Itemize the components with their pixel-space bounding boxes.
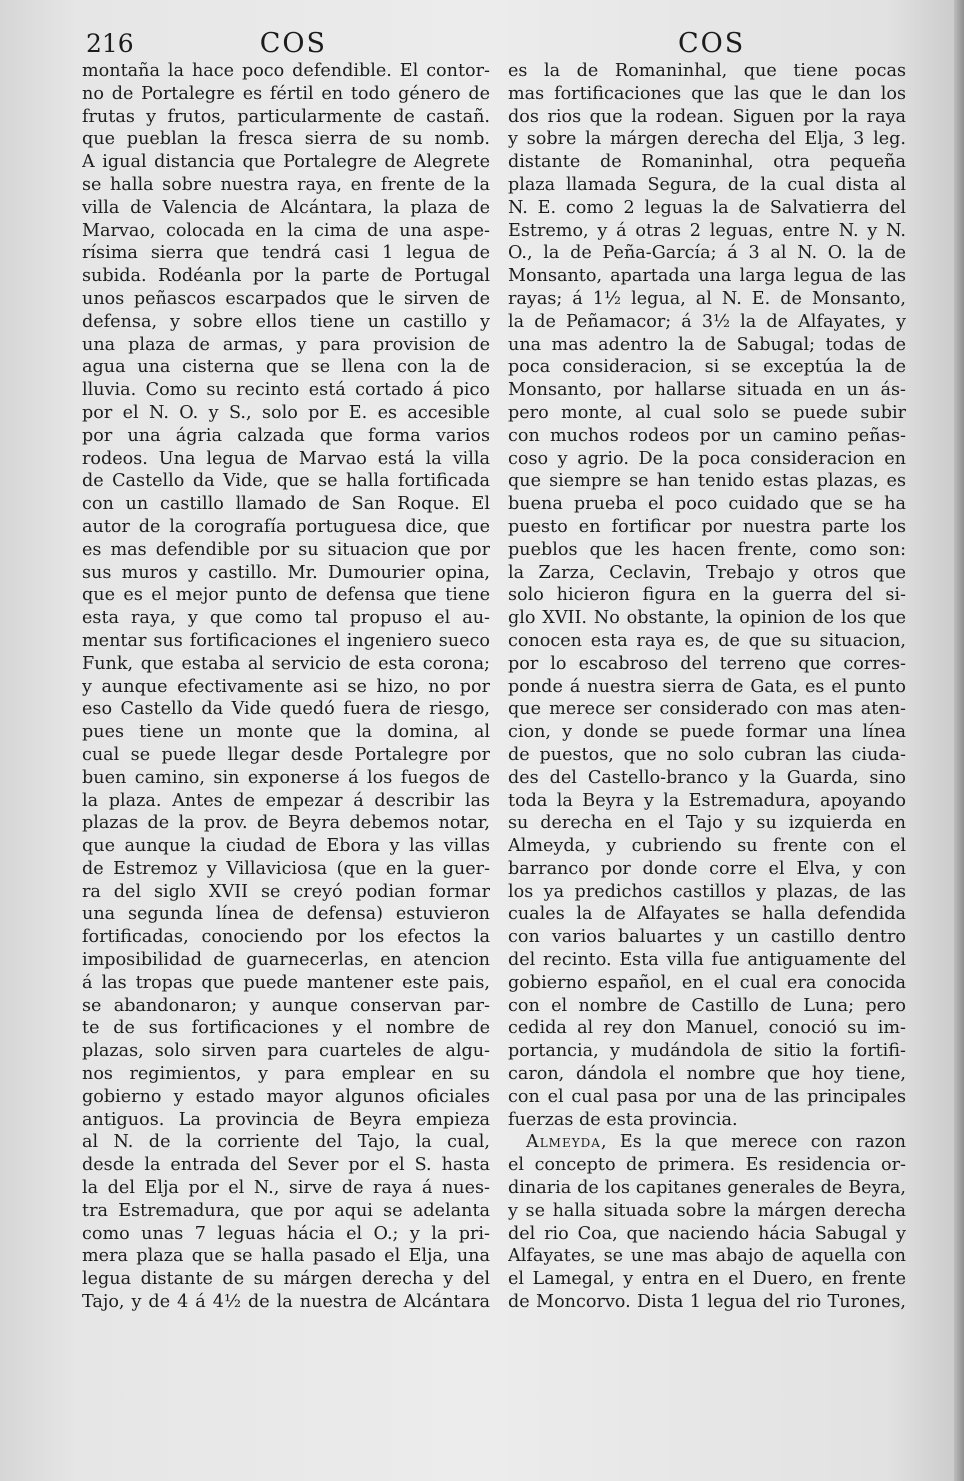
text-line: ra del siglo XVII se creyó podian formar <box>82 881 490 902</box>
text-line: con un castillo llamado de San Roque. El <box>82 494 490 515</box>
text-line: fortificadas, conociendo por los efectos la <box>82 927 490 948</box>
text-line: la de Peñamacor; á 3½ la de Alfayates, y <box>508 311 906 332</box>
left-running-head: COS <box>259 28 328 59</box>
text-line: subida. Rodéanla por la parte de Portugal <box>82 266 490 287</box>
text-line: glo XVII. No obstante, la opinion de los que <box>508 608 906 629</box>
text-line: el Lamegal, y entra en el Duero, en frente <box>508 1269 906 1290</box>
text-line: esta raya, y que como tal propuso el au- <box>82 608 490 629</box>
text-line: tra Estremadura, que por aqui se adelanta <box>82 1200 490 1221</box>
text-line: montaña la hace poco defendible. El contor- <box>82 61 490 81</box>
text-line: al N. de la corriente del Tajo, la cual, <box>82 1132 490 1153</box>
text-line: cion, y donde se puede formar una línea <box>508 722 906 743</box>
text-line: mas fortificaciones que las que le dan los <box>508 83 906 104</box>
text-line: puesto en fortificar por nuestra parte los <box>508 516 906 537</box>
text-line: Monsanto, apartada una larga legua de las <box>508 266 906 287</box>
text-line: des del Castello-branco y la Guarda, sino <box>508 767 906 788</box>
text-line: nos regimientos, y para emplear en su <box>82 1064 490 1085</box>
text-line: una segunda línea de defensa) estuvieron <box>82 904 490 925</box>
text-line: con muchos rodeos por un camino peñas- <box>508 425 906 446</box>
text-line: es la de Romaninhal, que tiene pocas <box>508 61 906 81</box>
text-line: buen camino, sin exponerse á los fuegos de <box>82 767 490 788</box>
text-line: una mas adentro la de Sabugal; todas de <box>508 334 906 355</box>
text-line: su derecha en el Tajo y su izquierda en <box>508 813 906 834</box>
text-line: que siempre se han tenido estas plazas, es <box>508 471 906 492</box>
text-line: sus muros y castillo. Mr. Dumourier opina, <box>82 562 490 583</box>
text-line: N. E. como 2 leguas la de Salvatierra del <box>508 197 906 218</box>
text-line: frutas y frutos, particularmente de castañ. <box>82 106 490 127</box>
text-line: rayas; á 1½ legua, al N. E. de Monsanto, <box>508 288 906 309</box>
text-line: poca consideracion, si se exceptúa la de <box>508 357 906 378</box>
text-line: desde la entrada del Sever por el S. hasta <box>82 1155 490 1176</box>
text-line: Monsanto, por hallarse situada en un ás- <box>508 380 906 401</box>
text-line: por lo escabroso del terreno que corres- <box>508 653 906 674</box>
text-line: del rio Coa, que naciendo hácia Sabugal y <box>508 1223 906 1244</box>
text-line: pueblos que les hacen frente, como son: <box>508 539 906 560</box>
text-line: solo hicieron figura en la guerra del si- <box>508 585 906 606</box>
text-line: imposibilidad de guarnecerlas, en atencion <box>82 950 490 971</box>
text-line: no de Portalegre es fértil en todo género de <box>82 83 490 104</box>
text-line: Alfayates, se une mas abajo de aquella con <box>508 1246 906 1267</box>
text-line: te de sus fortificaciones y el nombre de <box>82 1018 490 1039</box>
text-line: unos peñascos escarpados que le sirven de <box>82 288 490 309</box>
text-line: á las tropas que puede mantener este pais, <box>82 972 490 993</box>
text-line: que es el mejor punto de defensa que tiene <box>82 585 490 606</box>
text-line: con varios baluartes y un castillo dentro <box>508 927 906 948</box>
entry-first-line-text: , Es la que merece con razon <box>600 1132 906 1153</box>
text-line: plaza llamada Segura, de la cual dista al <box>508 174 906 195</box>
text-line: con el cual pasa por una de las principales <box>508 1086 906 1107</box>
text-line: gobierno y estado mayor algunos oficiales <box>82 1086 490 1107</box>
text-line: mentar sus fortificaciones el ingeniero sueco <box>82 630 490 651</box>
text-line: dinaria de los capitanes generales de Beyra, <box>508 1178 906 1199</box>
almeyda-entry-first-line <box>508 1131 906 1154</box>
text-line: de Moncorvo. Dista 1 legua del rio Turones, <box>508 1292 906 1313</box>
text-line: que pueblan la fresca sierra de su nomb. <box>82 129 490 150</box>
almeyda-entry-body <box>508 1154 906 1314</box>
text-line: que aunque la ciudad de Ebora y las villas <box>82 836 490 857</box>
text-line: los ya predichos castillos y plazas, de las <box>508 881 906 902</box>
text-line: rodeos. Una legua de Marvao está la villa <box>82 448 490 469</box>
text-line: portancia, y mudándola de sitio la fortifi- <box>508 1041 906 1062</box>
text-line: cual se puede llegar desde Portalegre por <box>82 744 490 765</box>
text-line: dos rios que la rodean. Siguen por la raya <box>508 106 906 127</box>
text-line: legua distante de su márgen derecha y del <box>82 1269 490 1290</box>
text-line: lluvia. Como su recinto está cortado á pico <box>82 380 490 401</box>
right-text-column <box>508 60 906 1314</box>
text-line: Estremo, y á otras 2 leguas, entre N. y N. <box>508 220 906 241</box>
text-line: cedida al rey don Manuel, conoció su im- <box>508 1018 906 1039</box>
text-line: A igual distancia que Portalegre de Alegrete <box>82 152 490 173</box>
text-line: el concepto de primera. Es residencia or- <box>508 1155 906 1176</box>
text-line: eso Castello da Vide quedó fuera de riesgo, <box>82 699 490 720</box>
text-line: y sobre la márgen derecha del Elja, 3 leg. <box>508 129 906 150</box>
text-line: plazas, solo sirven para cuarteles de algu- <box>82 1041 490 1062</box>
text-line: la del Elja por el N., sirve de raya á nues- <box>82 1178 490 1199</box>
text-line: una plaza de armas, y para provision de <box>82 334 490 355</box>
text-line: O., la de Peña-García; á 3 al N. O. la de <box>508 243 906 264</box>
text-line: rísima sierra que tendrá casi 1 legua de <box>82 243 490 264</box>
text-line: cuales la de Alfayates se halla defendida <box>508 904 906 925</box>
text-line: Almeyda, y cubriendo su frente con el <box>508 836 906 857</box>
text-line: mera plaza que se halla pasado el Elja, una <box>82 1246 490 1267</box>
text-line: toda la Beyra y la Estremadura, apoyando <box>508 790 906 811</box>
text-line: buena prueba el poco cuidado que se ha <box>508 494 906 515</box>
left-text-column <box>82 60 490 1314</box>
text-line: plazas de la prov. de Beyra debemos notar, <box>82 813 490 834</box>
book-spine-shadow <box>954 0 964 1481</box>
text-line: pero monte, al cual solo se puede subir <box>508 402 906 423</box>
text-line: con el nombre de Castillo de Luna; pero <box>508 995 906 1016</box>
almeyda-entry <box>508 1131 906 1313</box>
text-line: ponde á nuestra sierra de Gata, es el punto <box>508 676 906 697</box>
text-line: defensa, y sobre ellos tiene un castillo y <box>82 311 490 332</box>
text-line: de Castello da Vide, que se halla fortificada <box>82 471 490 492</box>
text-line: por una ágria calzada que forma varios <box>82 425 490 446</box>
text-line: de Estremoz y Villaviciosa (que en la guer- <box>82 858 490 879</box>
text-line: es mas defendible por su situacion que por <box>82 539 490 560</box>
text-line: por el N. O. y S., solo por E. es accesible <box>82 402 490 423</box>
text-line: caron, dándola el nombre que hoy tiene, <box>508 1064 906 1085</box>
text-line: la plaza. Antes de empezar á describir las <box>82 790 490 811</box>
text-line: barranco por donde corre el Elva, y con <box>508 858 906 879</box>
text-line: conocen esta raya es, de que su situacion, <box>508 630 906 651</box>
text-line: la Zarza, Ceclavin, Trebajo y otros que <box>508 562 906 583</box>
text-line: se halla sobre nuestra raya, en frente de la <box>82 174 490 195</box>
text-line: pues tiene un monte que la domina, al <box>82 722 490 743</box>
text-line: Funk, que estaba al servicio de esta corona; <box>82 653 490 674</box>
text-line: del recinto. Esta villa fue antiguamente del <box>508 950 906 971</box>
text-line: como unas 7 leguas hácia el O.; y la pri- <box>82 1223 490 1244</box>
text-line: villa de Valencia de Alcántara, la plaza de <box>82 197 490 218</box>
text-line: se abandonaron; y aunque conservan par- <box>82 995 490 1016</box>
entry-headword: Almeyda <box>526 1132 601 1153</box>
text-line: gobierno español, en el cual era conocida <box>508 972 906 993</box>
text-line: Tajo, y de 4 á 4½ de la nuestra de Alcántara <box>82 1292 490 1313</box>
right-running-head: COS <box>678 28 746 59</box>
page-number: 216 <box>86 29 134 58</box>
text-line: antiguos. La provincia de Beyra empieza <box>82 1109 490 1130</box>
text-line: autor de la corografía portuguesa dice, que <box>82 516 490 537</box>
text-line: fuerzas de esta provincia. <box>508 1109 738 1130</box>
text-line: de puestos, que no solo cubran las ciuda- <box>508 744 906 765</box>
text-line: y se halla situada sobre la márgen derecha <box>508 1200 906 1221</box>
text-line: que merece ser considerado con mas aten- <box>508 699 906 720</box>
right-column-body <box>508 60 906 1131</box>
text-line: coso y agrio. De la poca consideracion en <box>508 448 906 469</box>
text-line: Marvao, colocada en la cima de una aspe- <box>82 220 490 241</box>
text-line: y aunque efectivamente asi se hizo, no por <box>82 676 490 697</box>
text-line: distante de Romaninhal, otra pequeña <box>508 152 906 173</box>
text-line: agua una cisterna que se llena con la de <box>82 357 490 378</box>
